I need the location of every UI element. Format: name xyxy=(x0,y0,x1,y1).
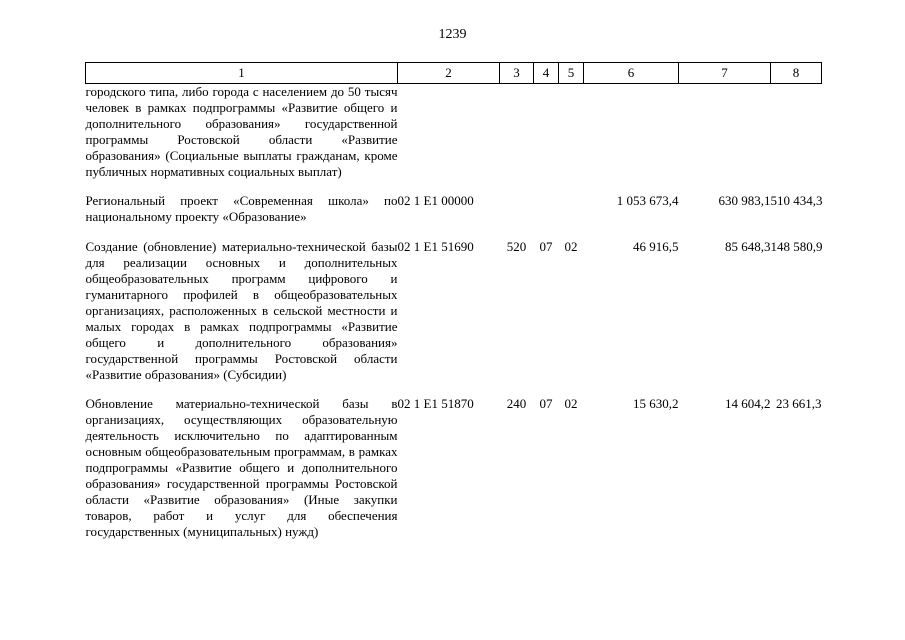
row-description: Создание (обновление) материально-технической базы для реализации основных и дополнительных общеобразовательных программ цифрового и гуманитарного профилей в общеобразовательных организациях, расположенных в сельской местности и малых городах в рамках подпрограммы «Развитие общего и дополнительного образования» государственной программы Ростовской области «Развитие образования» (Субсидии) xyxy=(85,239,398,382)
row-code: 02 1 E1 51690 xyxy=(397,239,474,255)
row-value-6: 46 916,5 xyxy=(633,239,679,255)
row-code: 02 1 E1 51870 xyxy=(397,396,474,412)
row-expense-type xyxy=(500,193,534,225)
row-description: городского типа, либо города с населением до 50 тысяч человек в рамках подпрограммы «Развитие общего и дополнительного образования» государственной программы Ростовской области «Развитие образования» (Социальные выплаты гражданам, кроме публичных нормативных социальных выплат) xyxy=(85,84,398,179)
table-row xyxy=(86,84,822,180)
row-description: Обновление материально-технической базы в организациях, осуществляющих образовательную деятельность исключительно по адаптированным основным общеобразовательным программам, в рамках подпрограммы «Развитие общего и дополнительного образования» государственной программы Ростовской области «Развитие образования» (Иные закупки товаров, работ и услуг для обеспечения государственных (муниципальных) нужд) xyxy=(85,396,398,539)
row-spacer xyxy=(86,225,822,239)
row-value-8: 148 580,9 xyxy=(770,239,823,255)
row-expense-type: 240 xyxy=(506,396,527,412)
row-value-8: 510 434,3 xyxy=(770,193,823,209)
col-header-1: 1 xyxy=(86,63,398,84)
col-header-7: 7 xyxy=(679,63,771,84)
row-value-6: 1 053 673,4 xyxy=(616,193,679,209)
row-section: 07 xyxy=(539,396,553,412)
row-description: Региональный проект «Современная школа» по национальному проекту «Образование» xyxy=(85,193,398,225)
col-header-5: 5 xyxy=(559,63,584,84)
row-value-7: 85 648,3 xyxy=(725,239,771,255)
row-value-7: 630 983,1 xyxy=(718,193,771,209)
col-header-4: 4 xyxy=(534,63,559,84)
page-number: 1239 xyxy=(438,27,467,42)
row-subsection xyxy=(559,193,584,225)
col-header-2: 2 xyxy=(398,63,500,84)
row-value-6 xyxy=(584,84,679,180)
row-value-7 xyxy=(679,84,771,180)
row-subsection xyxy=(559,84,584,180)
col-header-8: 8 xyxy=(771,63,822,84)
table-row xyxy=(86,193,822,225)
row-section: 07 xyxy=(539,239,553,255)
row-expense-type xyxy=(500,84,534,180)
row-code: 02 1 E1 00000 xyxy=(397,193,474,209)
col-header-6: 6 xyxy=(584,63,679,84)
row-section xyxy=(534,84,559,180)
row-expense-type: 520 xyxy=(506,239,527,255)
row-value-6: 15 630,2 xyxy=(633,396,679,412)
row-value-8 xyxy=(771,84,822,180)
row-value-7: 14 604,2 xyxy=(725,396,771,412)
col-header-3: 3 xyxy=(500,63,534,84)
row-spacer xyxy=(86,382,822,396)
table-row xyxy=(86,396,822,539)
row-subsection: 02 xyxy=(564,396,578,412)
budget-table xyxy=(85,62,822,540)
table-row xyxy=(86,239,822,382)
header-row xyxy=(86,63,822,84)
row-value-8: 23 661,3 xyxy=(776,396,822,412)
row-code xyxy=(398,84,500,180)
row-section xyxy=(534,193,559,225)
row-spacer xyxy=(86,179,822,193)
row-subsection: 02 xyxy=(564,239,578,255)
